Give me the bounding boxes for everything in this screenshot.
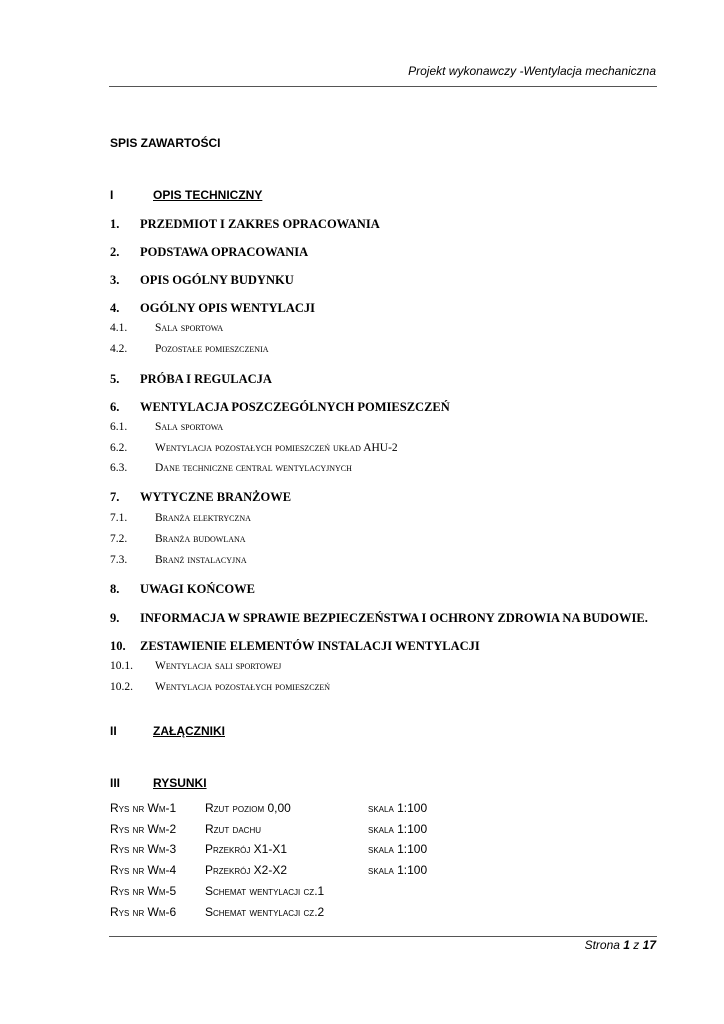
drawing-name: Rzut poziom 0,00 [205, 801, 291, 815]
toc-item-number: 7.1. [110, 512, 128, 524]
toc-item-number: 4.2. [110, 343, 128, 355]
toc-item-title: Branż instalacyjna [155, 554, 247, 566]
toc-subitem [110, 681, 330, 693]
drawing-scale: skala 1:100 [368, 801, 428, 815]
toc-item-number: 4.1. [110, 322, 128, 334]
page-number: 1 [623, 938, 630, 952]
drawing-name: Schemat wentylacji cz.1 [205, 884, 325, 898]
toc-item-number: 7.2. [110, 533, 128, 545]
toc-item-title: PODSTAWA OPRACOWANIA [140, 245, 309, 259]
page-label: Strona [584, 938, 620, 952]
section-number: I [110, 188, 114, 202]
toc-subitem [110, 462, 352, 474]
drawing-scale: skala 1:100 [368, 863, 428, 877]
page-footer [585, 938, 656, 952]
toc-item [110, 245, 308, 260]
drawing-row [110, 842, 510, 858]
drawing-row [110, 863, 510, 879]
toc-item-title: Dane techniczne central wentylacyjnych [155, 462, 352, 474]
page-of-label: z [633, 938, 640, 952]
drawing-name: Przekrój X2-X2 [205, 863, 288, 877]
toc-item-number: 6.3. [110, 462, 128, 474]
toc-item-number: 1. [110, 217, 120, 231]
toc-item-title: Wentylacja sali sportowej [155, 660, 282, 672]
drawing-ref: Rys nr Wm-1 [110, 801, 177, 815]
toc-item [110, 301, 315, 316]
drawing-scale: skala 1:100 [368, 842, 428, 856]
toc-item-number: 9. [110, 611, 120, 625]
toc-subitem [110, 322, 223, 334]
toc-item-title: WENTYLACJA POSZCZEGÓLNYCH POMIESZCZEŃ [140, 400, 450, 414]
drawing-row [110, 801, 510, 817]
toc-item-number: 6. [110, 400, 120, 414]
toc-item-title: OPIS OGÓLNY BUDYNKU [140, 273, 294, 287]
toc-item [110, 372, 272, 387]
toc-item-title: PRZEDMIOT I ZAKRES OPRACOWANIA [140, 217, 380, 231]
toc-item-number: 10.1. [110, 660, 133, 672]
toc-subitem [110, 442, 398, 454]
toc-item-title: OGÓLNY OPIS WENTYLACJI [140, 301, 316, 315]
toc-item-number: 2. [110, 245, 120, 259]
toc-item-title: Branża budowlana [155, 533, 246, 545]
toc-item [110, 400, 450, 415]
drawing-row [110, 822, 510, 838]
section-title: ZAŁĄCZNIKI [153, 724, 225, 738]
drawing-ref: Rys nr Wm-6 [110, 905, 177, 919]
toc-subitem [110, 421, 223, 433]
toc-item [110, 273, 294, 288]
toc-item [110, 639, 480, 654]
toc-item [110, 582, 255, 597]
toc-subitem [110, 512, 251, 524]
toc-subitem [110, 554, 247, 566]
drawing-ref: Rys nr Wm-2 [110, 822, 177, 836]
section-heading-rysunki [110, 776, 207, 790]
toc-item-title: ZESTAWIENIE ELEMENTÓW INSTALACJI WENTYLACJI [140, 639, 480, 653]
toc-item-title: INFORMACJA W SPRAWIE BEZPIECZEŃSTWA I OCHRONY ZDROWIA NA BUDOWIE. [140, 611, 648, 625]
toc-item-number: 8. [110, 582, 120, 596]
toc-item-title: Sala sportowa [155, 421, 224, 433]
toc-item-number: 7.3. [110, 554, 128, 566]
section-number: II [110, 724, 117, 738]
drawing-ref: Rys nr Wm-3 [110, 842, 177, 856]
toc-item [110, 490, 291, 505]
drawing-ref: Rys nr Wm-4 [110, 863, 177, 877]
toc-subitem [110, 533, 246, 545]
toc-item-number: 10.2. [110, 681, 133, 693]
section-heading-zalaczniki [110, 724, 225, 738]
toc-item-title: Sala sportowa [155, 322, 224, 334]
toc-item-number: 3. [110, 273, 120, 287]
page-total: 17 [642, 938, 656, 952]
toc-subitem [110, 660, 281, 672]
header-divider [109, 86, 657, 87]
toc-item-number: 5. [110, 372, 120, 386]
drawing-name: Rzut dachu [205, 822, 261, 836]
drawing-row [110, 905, 510, 921]
toc-title: SPIS ZAWARTOŚCI [110, 136, 221, 150]
section-title: OPIS TECHNICZNY [153, 188, 263, 202]
drawing-scale: skala 1:100 [368, 822, 428, 836]
drawing-name: Przekrój X1-X1 [205, 842, 288, 856]
toc-item-title: UWAGI KOŃCOWE [140, 582, 255, 596]
toc-item-title: Pozostałe pomieszczenia [155, 343, 269, 355]
toc-item-number: 10. [110, 639, 126, 653]
drawing-row [110, 884, 510, 900]
toc-item-number: 6.2. [110, 442, 128, 454]
toc-item [110, 611, 648, 626]
section-number: III [110, 776, 121, 790]
section-heading-opis [110, 188, 262, 202]
toc-item-number: 4. [110, 301, 120, 315]
toc-subitem [110, 343, 269, 355]
page-header-title: Projekt wykonawczy -Wentylacja mechaniczna [408, 64, 656, 78]
toc-item-title: WYTYCZNE BRANŻOWE [140, 490, 292, 504]
section-title: RYSUNKI [153, 776, 207, 790]
toc-item [110, 217, 380, 232]
footer-divider [109, 936, 657, 937]
drawing-name: Schemat wentylacji cz.2 [205, 905, 325, 919]
toc-item-title: Wentylacja pozostałych pomieszczeń układ AHU-2 [155, 442, 398, 454]
toc-item-number: 7. [110, 490, 120, 504]
toc-item-number: 6.1. [110, 421, 128, 433]
toc-item-title: PRÓBA I REGULACJA [140, 372, 272, 386]
toc-item-title: Branża elektryczna [155, 512, 251, 524]
drawing-ref: Rys nr Wm-5 [110, 884, 177, 898]
toc-item-title: Wentylacja pozostałych pomieszczeń [155, 681, 331, 693]
